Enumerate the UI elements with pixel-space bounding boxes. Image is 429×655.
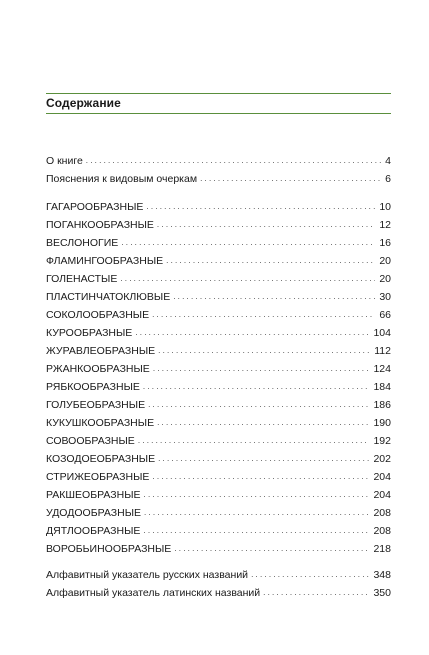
- toc-entry-label: КУРООБРАЗНЫЕ: [46, 327, 133, 339]
- toc-entry-page-number: 184: [373, 381, 391, 393]
- toc-entry-label: ДЯТЛООБРАЗНЫЕ: [46, 525, 141, 537]
- toc-entry-label: РАКШЕОБРАЗНЫЕ: [46, 489, 141, 501]
- toc-entry[interactable]: [46, 452, 391, 466]
- toc-entry-page-number: 20: [379, 255, 391, 267]
- toc-entry-label: СОКОЛООБРАЗНЫЕ: [46, 309, 150, 321]
- toc-entry[interactable]: [46, 434, 391, 448]
- toc-entry[interactable]: [46, 362, 391, 376]
- toc-entry-page-number: 186: [373, 399, 391, 411]
- dot-leader: [174, 542, 369, 556]
- dot-leader: [138, 434, 370, 448]
- page-title: Содержание: [46, 96, 121, 110]
- dot-leader: [120, 272, 375, 286]
- dot-leader: [146, 200, 375, 214]
- dot-leader: [143, 524, 369, 538]
- toc-entry-label: ЖУРАВЛЕОБРАЗНЫЕ: [46, 345, 156, 357]
- toc-entry-page-number: 350: [373, 587, 391, 599]
- dot-leader: [157, 218, 375, 232]
- toc-entry[interactable]: [46, 398, 391, 412]
- toc-entry-page-number: 6: [385, 173, 391, 185]
- toc-entry[interactable]: [46, 200, 391, 214]
- toc-entry[interactable]: [46, 326, 391, 340]
- toc-entry[interactable]: [46, 218, 391, 232]
- toc-entry[interactable]: [46, 380, 391, 394]
- dot-leader: [153, 362, 370, 376]
- dot-leader: [86, 154, 381, 168]
- dot-leader: [121, 236, 375, 250]
- toc-entry-page-number: 192: [373, 435, 391, 447]
- toc-entry-label: ПЛАСТИНЧАТОКЛЮВЫЕ: [46, 291, 171, 303]
- toc-entry-page-number: 208: [373, 525, 391, 537]
- toc-entry-label: ПОГАНКООБРАЗНЫЕ: [46, 219, 154, 231]
- toc-entry[interactable]: [46, 524, 391, 538]
- toc-entry-label: РЯБКООБРАЗНЫЕ: [46, 381, 140, 393]
- toc-entry-page-number: 190: [373, 417, 391, 429]
- toc-entry[interactable]: [46, 172, 391, 186]
- toc-entry-page-number: 202: [373, 453, 391, 465]
- dot-leader: [251, 568, 369, 582]
- toc-entry[interactable]: [46, 488, 391, 502]
- toc-entry-page-number: 66: [379, 309, 391, 321]
- toc-entry[interactable]: [46, 308, 391, 322]
- toc-entry-page-number: 204: [373, 489, 391, 501]
- toc-entry[interactable]: [46, 154, 391, 168]
- toc-entry-page-number: 348: [373, 569, 391, 581]
- dot-leader: [173, 290, 375, 304]
- toc-entry[interactable]: [46, 272, 391, 286]
- toc-entry[interactable]: [46, 470, 391, 484]
- toc-entry-label: КОЗОДОЕОБРАЗНЫЕ: [46, 453, 156, 465]
- dot-leader: [152, 308, 375, 322]
- toc-entry-page-number: 218: [373, 543, 391, 555]
- toc-entry[interactable]: [46, 506, 391, 520]
- toc-entry-label: ГОЛУБЕОБРАЗНЫЕ: [46, 399, 146, 411]
- toc-entry[interactable]: [46, 290, 391, 304]
- toc-entry-page-number: 112: [374, 345, 391, 357]
- toc-entry-page-number: 124: [373, 363, 391, 375]
- title-rule-bottom: [46, 113, 391, 114]
- toc-entry-page-number: 12: [379, 219, 391, 231]
- toc-entry-label: ВОРОБЬИНООБРАЗНЫЕ: [46, 543, 172, 555]
- toc-entry-page-number: 10: [379, 201, 391, 213]
- toc-entry-label: РЖАНКООБРАЗНЫЕ: [46, 363, 150, 375]
- toc-entry-page-number: 208: [373, 507, 391, 519]
- dot-leader: [157, 416, 369, 430]
- toc-entry[interactable]: [46, 254, 391, 268]
- toc-entry-label: УДОДООБРАЗНЫЕ: [46, 507, 141, 519]
- toc-entry[interactable]: [46, 236, 391, 250]
- toc-entry-page-number: 30: [379, 291, 391, 303]
- dot-leader: [144, 506, 369, 520]
- toc-entry-label: Пояснения к видовым очеркам: [46, 173, 198, 185]
- dot-leader: [152, 470, 369, 484]
- toc-entry-page-number: 4: [385, 155, 391, 167]
- toc-entry[interactable]: [46, 586, 391, 600]
- toc-entry-label: Алфавитный указатель русских названий: [46, 569, 249, 581]
- dot-leader: [143, 380, 370, 394]
- dot-leader: [144, 488, 370, 502]
- toc-entry[interactable]: [46, 344, 391, 358]
- dot-leader: [135, 326, 369, 340]
- toc-entry-page-number: 104: [373, 327, 391, 339]
- toc-entry-label: ГОЛЕНАСТЫЕ: [46, 273, 118, 285]
- toc-entry-label: О книге: [46, 155, 83, 167]
- toc-entry-label: ФЛАМИНГООБРАЗНЫЕ: [46, 255, 164, 267]
- dot-leader: [263, 586, 369, 600]
- toc-entry-label: Алфавитный указатель латинских названий: [46, 587, 261, 599]
- toc-entry[interactable]: [46, 568, 391, 582]
- dot-leader: [166, 254, 375, 268]
- title-rule-top: [46, 93, 391, 94]
- dot-leader: [158, 452, 369, 466]
- toc-entry-page-number: 16: [379, 237, 391, 249]
- toc-entry[interactable]: [46, 416, 391, 430]
- toc-entry-label: СТРИЖЕОБРАЗНЫЕ: [46, 471, 150, 483]
- dot-leader: [148, 398, 369, 412]
- toc-entry-label: ВЕСЛОНОГИЕ: [46, 237, 119, 249]
- toc-entry-page-number: 20: [379, 273, 391, 285]
- toc-entry-label: ГАГАРООБРАЗНЫЕ: [46, 201, 144, 213]
- toc-entry-label: КУКУШКООБРАЗНЫЕ: [46, 417, 155, 429]
- toc-entry-page-number: 204: [373, 471, 391, 483]
- dot-leader: [158, 344, 370, 358]
- dot-leader: [200, 172, 381, 186]
- toc-entry[interactable]: [46, 542, 391, 556]
- toc-entry-label: СОВООБРАЗНЫЕ: [46, 435, 135, 447]
